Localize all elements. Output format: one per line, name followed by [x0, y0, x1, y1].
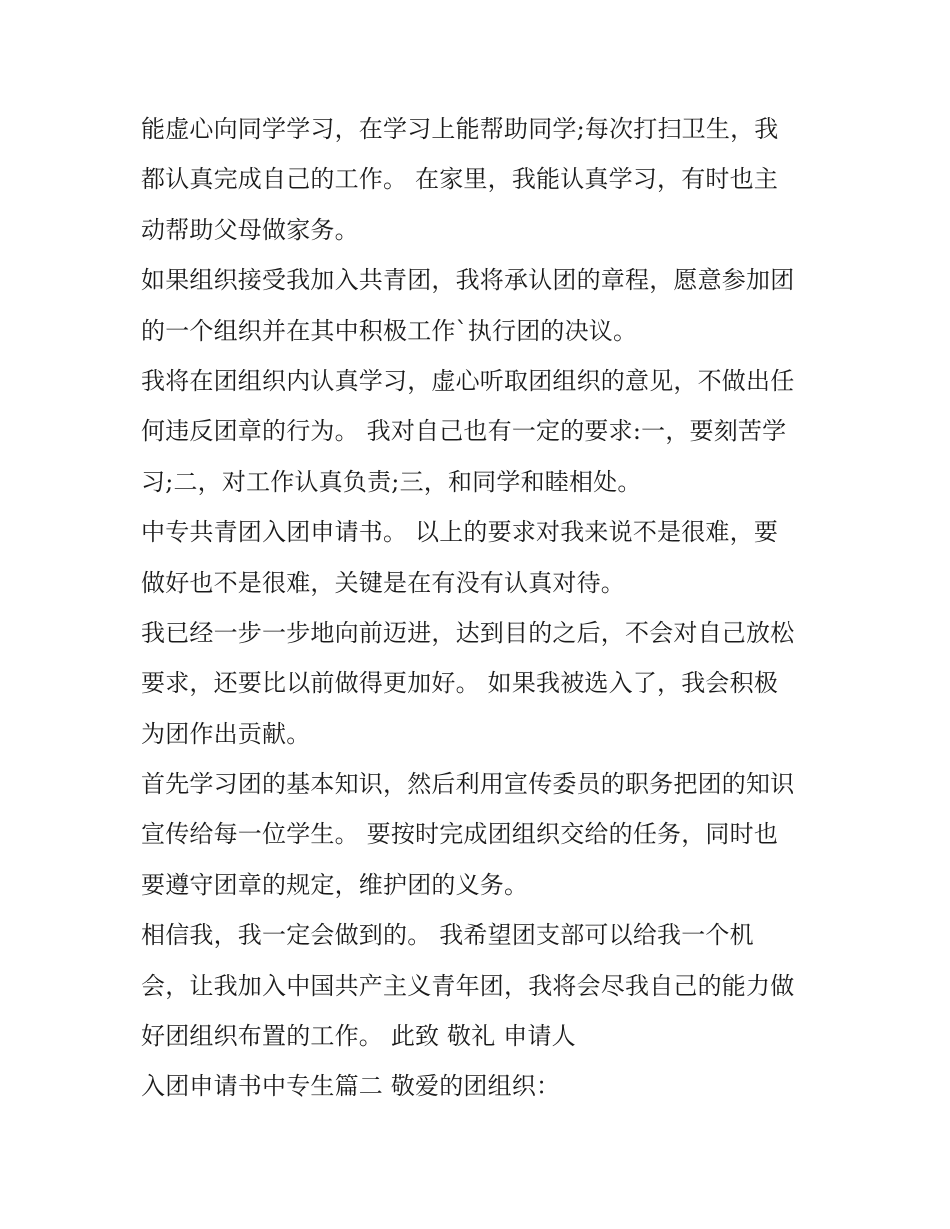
text-line: 要遵守团章的规定，维护团的义务。	[141, 870, 529, 899]
text-line: 中专共青团入团申请书。 以上的要求对我来说不是很难，要	[141, 518, 779, 547]
paragraph-6	[141, 759, 831, 910]
text-line: 相信我，我一定会做到的。 我希望团支部可以给我一个机	[141, 921, 754, 950]
paragraph-8	[141, 1061, 831, 1111]
text-line: 入团申请书中专生篇二 敬爱的团组织：	[141, 1072, 561, 1101]
text-line: 动帮助父母做家务。	[141, 215, 359, 244]
text-line: 要求，还要比以前做得更加好。 如果我被选入了，我会积极	[141, 669, 779, 698]
paragraph-7	[141, 910, 831, 1061]
document-body	[141, 104, 831, 1112]
text-line: 我已经一步一步地向前迈进，达到目的之后，不会对自己放松	[141, 618, 795, 647]
text-line: 都认真完成自己的工作。 在家里，我能认真学习，有时也主	[141, 165, 779, 194]
text-line: 我将在团组织内认真学习，虚心听取团组织的意见，不做出任	[141, 366, 795, 395]
text-line: 为团作出贡献。	[141, 719, 311, 748]
text-line: 的一个组织并在其中积极工作`执行团的决议。	[141, 316, 638, 345]
text-line: 做好也不是很难，关键是在有没有认真对待。	[141, 568, 625, 597]
text-line: 习;二，对工作认真负责;三，和同学和睦相处。	[141, 467, 642, 496]
paragraph-3	[141, 356, 831, 507]
paragraph-5	[141, 608, 831, 759]
text-line: 会，让我加入中国共产主义青年团，我将会尽我自己的能力做	[141, 971, 795, 1000]
paragraph-1	[141, 104, 831, 255]
text-line: 何违反团章的行为。 我对自己也有一定的要求:一，要刻苦学	[141, 417, 787, 446]
text-line: 能虚心向同学学习，在学习上能帮助同学;每次打扫卫生，我	[141, 115, 779, 143]
paragraph-2	[141, 255, 831, 356]
text-line: 首先学习团的基本知识，然后利用宣传委员的职务把团的知识	[141, 770, 795, 799]
text-line: 宣传给每一位学生。 要按时完成团组织交给的任务，同时也	[141, 820, 779, 849]
text-line: 如果组织接受我加入共青团，我将承认团的章程，愿意参加团	[141, 266, 795, 295]
paragraph-4	[141, 507, 831, 608]
text-line: 好团组织布置的工作。 此致 敬礼 申请人	[141, 1022, 576, 1051]
